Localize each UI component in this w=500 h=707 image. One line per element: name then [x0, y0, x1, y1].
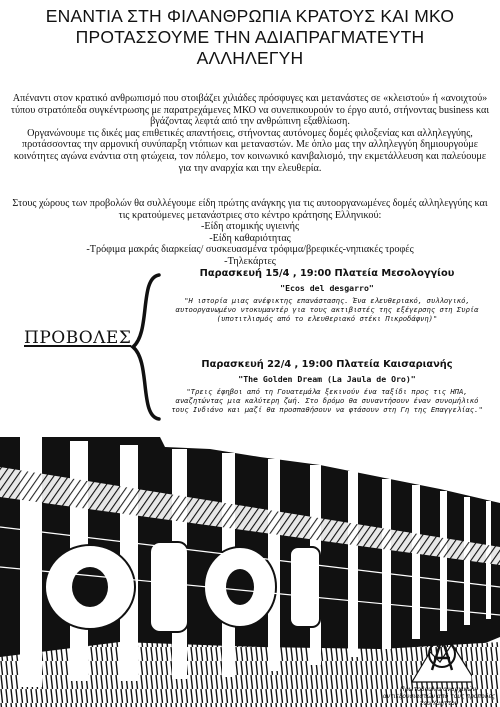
title-line-2: ΠΡΟΤΑΣΣΟΥΜΕ ΤΗΝ ΑΔΙΑΠΡΑΓΜΑΤΕΥΤΗ	[75, 27, 425, 47]
title-line-3: ΑΛΛΗΛΕΓΥΗ	[196, 48, 304, 68]
curly-brace-icon	[125, 272, 165, 422]
screening-date-place: Παρασκευή 22/4 , 19:00 Πλατεία Καισαριανής	[201, 359, 453, 370]
collection-item: -Είδη καθαριότητας	[209, 232, 291, 244]
title-line-1: ΕΝΑΝΤΙΑ ΣΤΗ ΦΙΛΑΝΘΡΩΠΙΑ ΚΡΑΤΟΥΣ ΚΑΙ ΜΚΟ	[45, 6, 455, 26]
intro-paragraph-2: Οργανώνουμε τις δικές μας επιθετικές απαντήσεις, στήνοντας αυτόνομες δομές φιλοξενίας και αλληλεγγύης, προτάσσοντας την αρμονική συνύπαρξη ντόπιων και μεταναστών. Με όπλο μας την αλληλεγγύη δημιουργούμε κοινότητες αγώνα ενάντια στη φτώχεια, τον πόλεμο, τον κοινωνικό κανιβαλισμό, την εκμετάλλευση και παλεύουμε για την αναρχία και την ελευθερία.	[13, 127, 487, 174]
intro-text	[8, 93, 492, 174]
intro-paragraph-1: Απέναντι στον κρατικό ανθρωπισμό που στοιβάζει χιλιάδες πρόσφυγες και μετανάστες σε «κλειστού» ή «ανοιχτού» τύπου στρατόπεδα συγκέντρωσης με παρατρεχάμενες ΜΚΟ να συνεπικουρούν το έργο αυτό, στήνοντας business και βγάζοντας λεφτά από την ανθρώπινη εξαθλίωση.	[10, 93, 490, 128]
screening-1	[166, 268, 488, 323]
poster-title	[0, 6, 500, 69]
screening-film-title: "Ecos del desgarro"	[280, 283, 374, 293]
collection-intro: Στους χώρους των προβολών θα συλλέγουμε είδη πρώτης ανάγκης για τις αυτοοργανωμένες δομές αλληλεγγύης και τις κρατούμενες μετανάστριες στο κέντρο κράτησης Ελληνικού:	[12, 198, 488, 221]
screening-date-place: Παρασκευή 15/4 , 19:00 Πλατεία Μεσολογγίου	[199, 268, 455, 279]
screening-description: "Η ιστορία μιας ανέφικτης επανάστασης. Ένα ελευθεριακό, συλλογικό, αυτοοργανωμένο ντοκυμαντέρ για τους ακτιβιστές της εξέγερσης στη Συρία (υποτιτλισμός από το ελευθεριακό στέκι Πικροδάφνη)"	[175, 296, 479, 323]
screening-description: "Τρεις έφηβοι από τη Γουατεμάλα ξεκινούν ένα ταξίδι προς τις ΗΠΑ, αναζητώντας μια καλύτερη ζωή. Στο δρόμο θα συναντήσουν έναν συνομήλικό τους Ινδιάνο και μαζί θα προσπαθήσουν να φτάσουν στη Γη της Επαγγελίας."	[171, 387, 483, 414]
collection-item: -Τηλεκάρτες	[224, 255, 276, 267]
screening-2	[166, 359, 488, 414]
screenings-label: ΠΡΟΒΟΛΕΣ	[24, 328, 132, 348]
collective-signature: Πρωτοβουλία αναρχικών-αντιεξουσιαστών από τους πρόποδες του Υμηττού	[382, 686, 496, 707]
collection-section	[8, 198, 492, 268]
screening-film-title: "The Golden Dream (La Jaula de Oro)"	[238, 374, 416, 384]
collection-item: -Είδη ατομικής υγιεινής	[200, 221, 300, 233]
anarchy-circle-a-icon	[412, 632, 472, 686]
collection-item: -Τρόφιμα μακράς διαρκείας/ συσκευασμένα τρόφιμα/βρεφικές-νηπιακές τροφές	[86, 244, 414, 256]
